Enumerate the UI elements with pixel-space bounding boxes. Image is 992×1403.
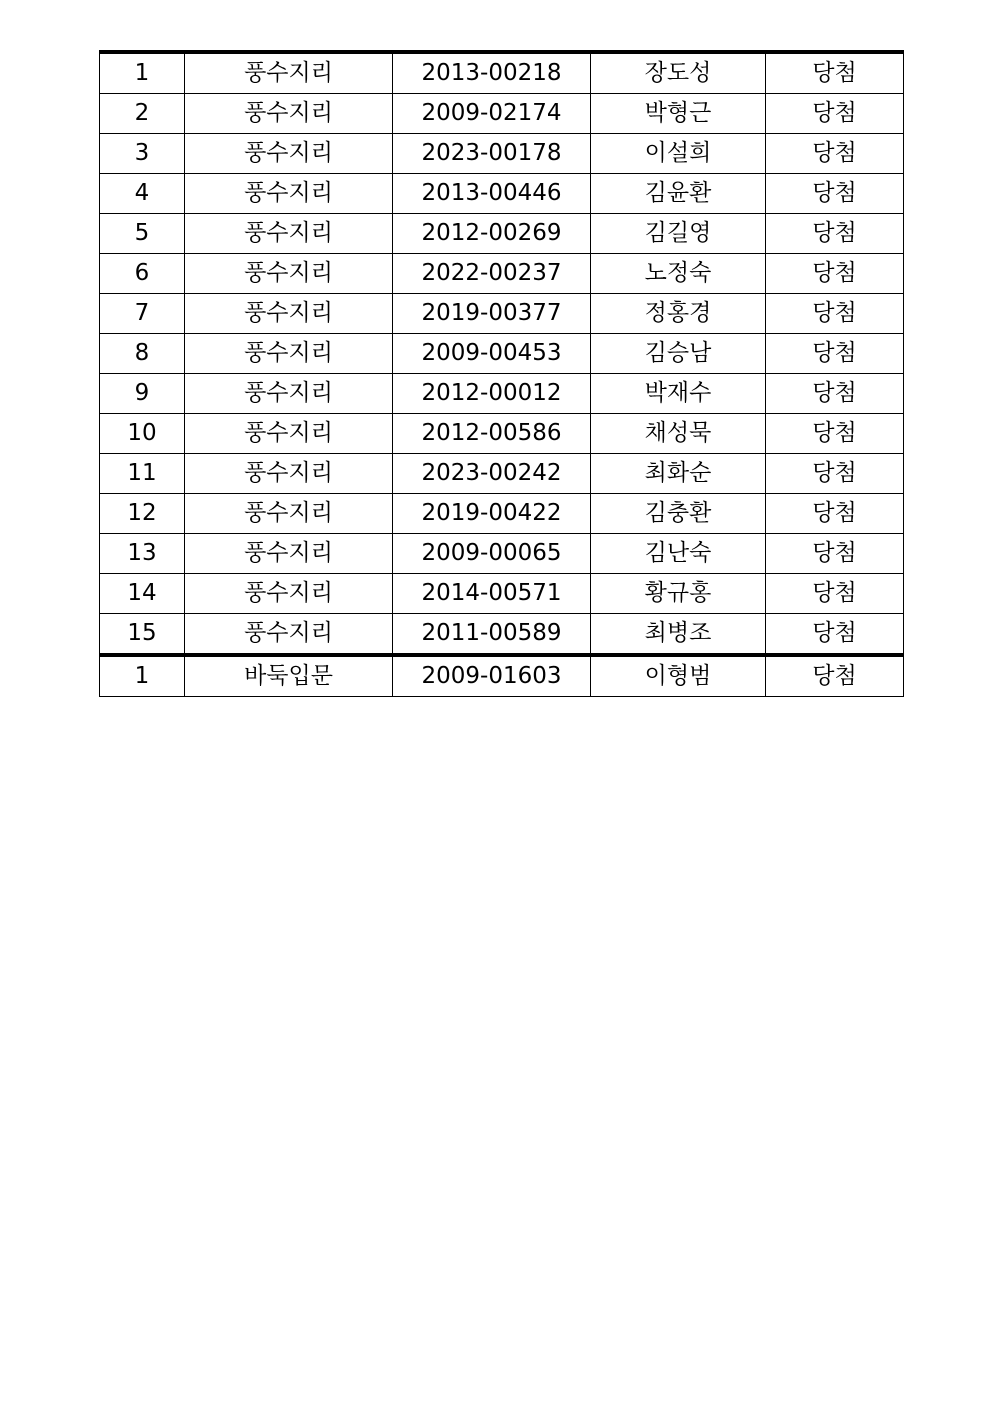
result-status: 당첨 [766, 614, 904, 656]
member-id: 2019-00422 [393, 494, 591, 534]
course-name: 풍수지리 [185, 134, 393, 174]
result-status: 당첨 [766, 494, 904, 534]
course-name: 풍수지리 [185, 334, 393, 374]
result-status: 당첨 [766, 454, 904, 494]
member-name: 김승남 [591, 334, 766, 374]
course-name: 풍수지리 [185, 534, 393, 574]
row-number: 9 [100, 374, 185, 414]
member-name: 김길영 [591, 214, 766, 254]
result-status: 당첨 [766, 174, 904, 214]
course-name: 풍수지리 [185, 94, 393, 134]
result-status: 당첨 [766, 374, 904, 414]
member-id: 2012-00586 [393, 414, 591, 454]
member-name: 이형범 [591, 655, 766, 697]
result-status: 당첨 [766, 294, 904, 334]
member-name: 최화순 [591, 454, 766, 494]
member-id: 2023-00178 [393, 134, 591, 174]
course-name: 풍수지리 [185, 494, 393, 534]
row-number: 3 [100, 134, 185, 174]
course-name: 풍수지리 [185, 574, 393, 614]
member-name: 박재수 [591, 374, 766, 414]
row-number: 1 [100, 52, 185, 94]
member-id: 2014-00571 [393, 574, 591, 614]
result-status: 당첨 [766, 574, 904, 614]
row-number: 8 [100, 334, 185, 374]
table-row [100, 655, 904, 697]
course-name: 풍수지리 [185, 374, 393, 414]
result-status: 당첨 [766, 655, 904, 697]
member-id: 2009-01603 [393, 655, 591, 697]
member-name: 황규홍 [591, 574, 766, 614]
result-status: 당첨 [766, 534, 904, 574]
course-name: 풍수지리 [185, 254, 393, 294]
member-name: 김난숙 [591, 534, 766, 574]
course-name: 풍수지리 [185, 614, 393, 656]
result-status: 당첨 [766, 254, 904, 294]
result-status: 당첨 [766, 52, 904, 94]
table-row [100, 614, 904, 656]
member-id: 2022-00237 [393, 254, 591, 294]
row-number: 1 [100, 655, 185, 697]
member-name: 정홍경 [591, 294, 766, 334]
course-name: 풍수지리 [185, 294, 393, 334]
table-row [100, 94, 904, 134]
course-name: 풍수지리 [185, 52, 393, 94]
member-name: 채성묵 [591, 414, 766, 454]
course-name: 풍수지리 [185, 174, 393, 214]
member-name: 노정숙 [591, 254, 766, 294]
row-number: 2 [100, 94, 185, 134]
table-row [100, 334, 904, 374]
row-number: 4 [100, 174, 185, 214]
member-id: 2009-00065 [393, 534, 591, 574]
row-number: 12 [100, 494, 185, 534]
course-name: 풍수지리 [185, 214, 393, 254]
table-row [100, 494, 904, 534]
table-row [100, 534, 904, 574]
row-number: 6 [100, 254, 185, 294]
table-row [100, 52, 904, 94]
member-id: 2023-00242 [393, 454, 591, 494]
row-number: 13 [100, 534, 185, 574]
member-id: 2009-02174 [393, 94, 591, 134]
member-name: 최병조 [591, 614, 766, 656]
row-number: 7 [100, 294, 185, 334]
table-row [100, 134, 904, 174]
member-id: 2011-00589 [393, 614, 591, 656]
member-id: 2013-00218 [393, 52, 591, 94]
results-table-body [100, 52, 904, 697]
member-id: 2009-00453 [393, 334, 591, 374]
course-name: 바둑입문 [185, 655, 393, 697]
table-row [100, 374, 904, 414]
result-status: 당첨 [766, 94, 904, 134]
member-name: 장도성 [591, 52, 766, 94]
member-id: 2012-00269 [393, 214, 591, 254]
course-name: 풍수지리 [185, 454, 393, 494]
member-id: 2013-00446 [393, 174, 591, 214]
result-status: 당첨 [766, 214, 904, 254]
table-row [100, 214, 904, 254]
table-row [100, 254, 904, 294]
member-id: 2019-00377 [393, 294, 591, 334]
member-name: 박형근 [591, 94, 766, 134]
result-status: 당첨 [766, 134, 904, 174]
row-number: 15 [100, 614, 185, 656]
row-number: 14 [100, 574, 185, 614]
table-row [100, 454, 904, 494]
table-row [100, 294, 904, 334]
table-row [100, 174, 904, 214]
member-name: 이설희 [591, 134, 766, 174]
row-number: 11 [100, 454, 185, 494]
member-id: 2012-00012 [393, 374, 591, 414]
row-number: 10 [100, 414, 185, 454]
row-number: 5 [100, 214, 185, 254]
result-status: 당첨 [766, 414, 904, 454]
member-name: 김충환 [591, 494, 766, 534]
course-name: 풍수지리 [185, 414, 393, 454]
result-status: 당첨 [766, 334, 904, 374]
table-row [100, 414, 904, 454]
member-name: 김윤환 [591, 174, 766, 214]
lottery-results-table [99, 50, 904, 697]
table-row [100, 574, 904, 614]
